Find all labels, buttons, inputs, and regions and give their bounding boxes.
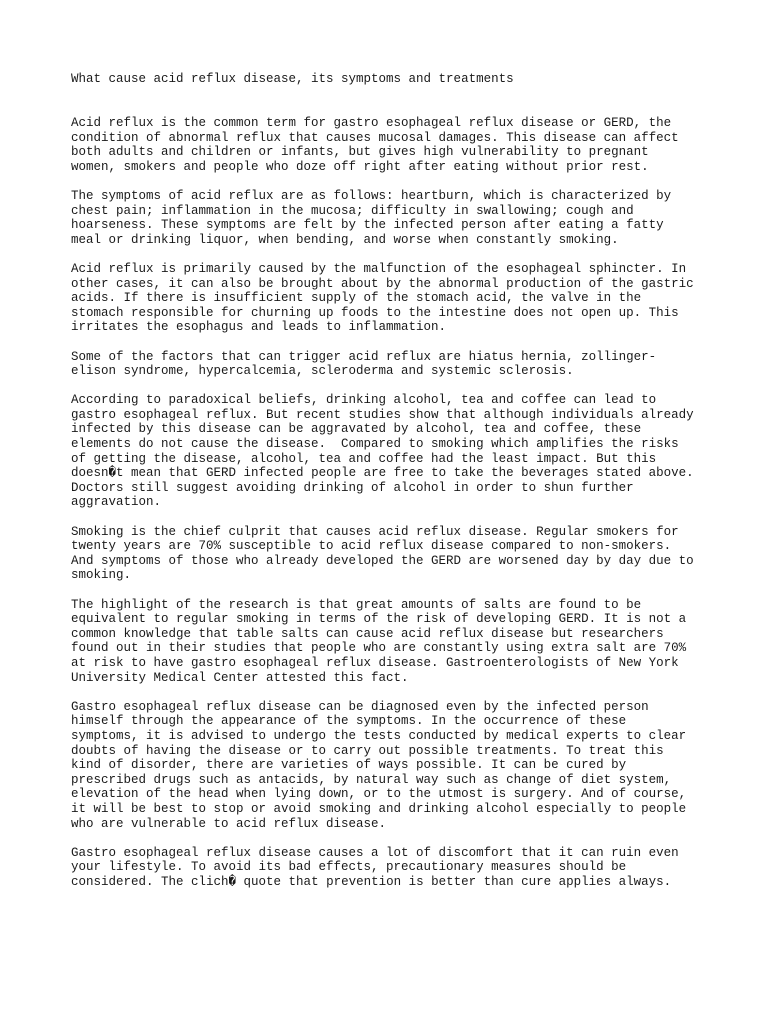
document-title: What cause acid reflux disease, its symptoms and treatments <box>71 72 514 86</box>
document-body <box>71 116 711 904</box>
paragraph-diagnosis: Gastro esophageal reflux disease can be diagnosed even by the infected person himself through the appearance of the symptoms. In the occurrence of these symptoms, it is advised to undergo the tests conducted by medical experts to clear doubts of having the disease or to carry out possible treatments. To treat this kind of disorder, there are varieties of ways possible. It can be cured by prescribed drugs such as antacids, by natural way such as change of diet system, elevation of the head when lying down, or to the utmost is surgery. And of course, it will be best to stop or avoid smoking and drinking alcohol especially to people who are vulnerable to acid reflux disease. <box>71 699 687 831</box>
paragraph-salts: The highlight of the research is that great amounts of salts are found to be equivalent to regular smoking in terms of the risk of developing GERD. It is not a common knowledge that table salts can cause acid reflux disease but researchers found out in their studies that people who are constantly using extra salt are 70% at risk to have gastro esophageal reflux disease. Gastroenterologists of New York University Medical Center attested this fact. <box>71 597 687 685</box>
paragraph-intro: Acid reflux is the common term for gastro esophageal reflux disease or GERD, the condition of abnormal reflux that causes mucosal damages. This disease can affect both adults and children or infants, but gives high vulnerability to pregnant women, smokers and people who doze off right after eating without prior rest. <box>71 116 679 174</box>
paragraph-smoking: Smoking is the chief culprit that causes acid reflux disease. Regular smokers for twenty years are 70% susceptible to acid reflux disease compared to non-smokers. And symptoms of those who already developed the GERD are worsened day by day due to smoking. <box>71 524 694 583</box>
paragraph-causes: Acid reflux is primarily caused by the malfunction of the esophageal sphincter. In other cases, it can also be brought about by the abnormal production of the gastric acids. If there is insufficient supply of the stomach acid, the valve in the stomach responsible for churning up foods to the intestine does not open up. This irritates the esophagus and leads to inflammation. <box>71 261 694 335</box>
paragraph-triggers: Some of the factors that can trigger acid reflux are hiatus hernia, zollinger- elison syndrome, hypercalcemia, scleroderma and systemic sclerosis. <box>71 349 657 379</box>
paragraph-conclusion: Gastro esophageal reflux disease causes a lot of discomfort that it can ruin even your lifestyle. To avoid its bad effects, precautionary measures should be considered. The clich� quote that prevention is better than cure applies always. <box>71 845 679 889</box>
paragraph-symptoms: The symptoms of acid reflux are as follows: heartburn, which is characterized by chest pain; inflammation in the mucosa; difficulty in swallowing; cough and hoarseness. These symptoms are felt by the infected person after eating a fatty meal or drinking liquor, when bending, and worse when constantly smoking. <box>71 188 672 247</box>
paragraph-beliefs: According to paradoxical beliefs, drinking alcohol, tea and coffee can lead to gastro esophageal reflux. But recent studies show that although individuals already infected by this disease can be aggravated by alcohol, tea and coffee, these elements do not cause the disease. Compared to smoking which amplifies the risks of getting the disease, alcohol, tea and coffee had the least impact. But this doesn�t mean that GERD infected people are free to take the beverages stated above. Doctors still suggest avoiding drinking of alcohol in order to shun further aggravation. <box>71 393 694 510</box>
